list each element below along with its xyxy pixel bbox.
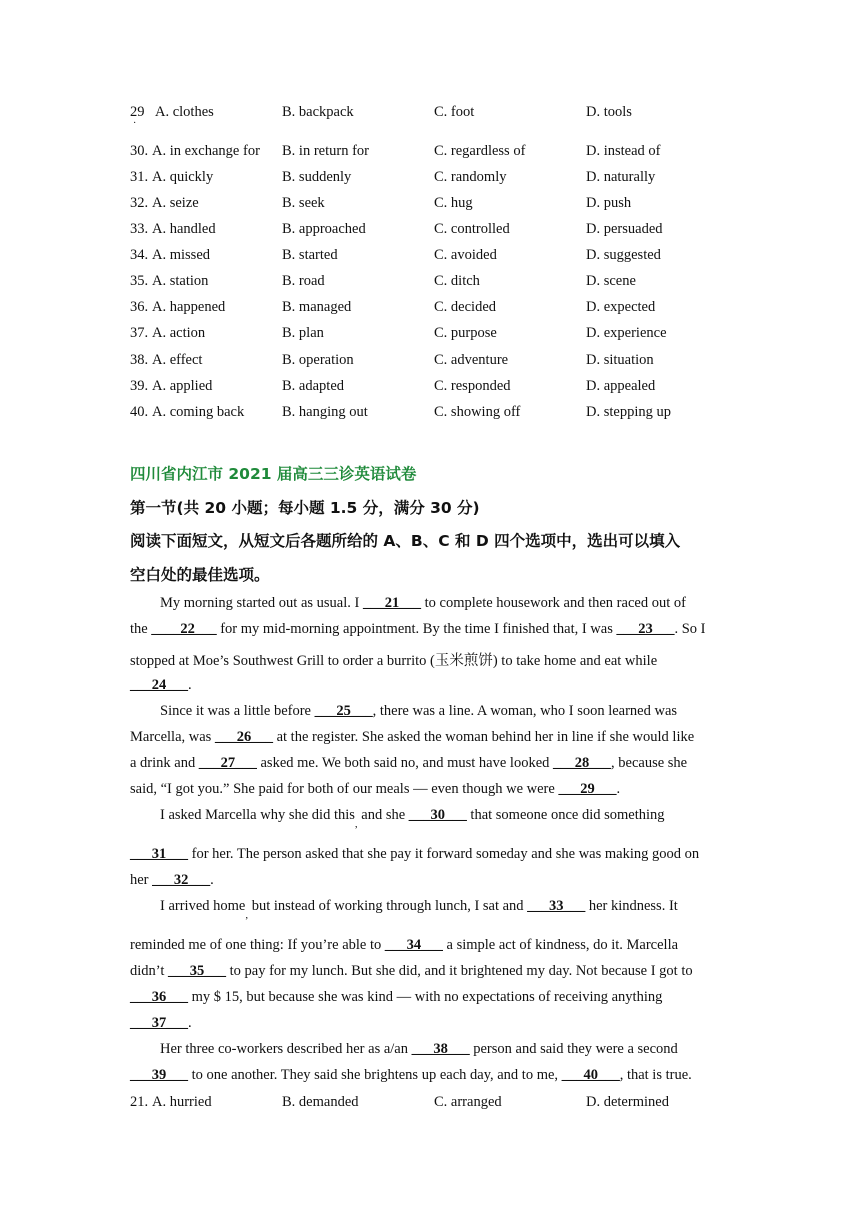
question-number: 39. [130, 378, 149, 394]
option-c: C. adventure [434, 352, 509, 368]
option-d: D. suggested [586, 247, 661, 263]
option-row-38 [130, 352, 750, 374]
option-a: A. seize [152, 195, 199, 211]
blank-29: ___29___ [558, 781, 617, 797]
passage-text: a drink and [130, 755, 199, 771]
blank-21: ___21___ [362, 595, 421, 611]
passage-text: stopped at Moe’s Southwest Grill to order a burrito (玉米煎饼) to take home and eat while [130, 653, 658, 669]
passage-text: to complete housework and then raced out of [420, 595, 686, 611]
passage-line [130, 781, 620, 798]
blank-28: ___28___ [553, 755, 612, 771]
passage-text: My morning started out as usual. I [160, 595, 363, 611]
passage-text: her kindness. It [585, 898, 678, 914]
passage-text: . [188, 1015, 192, 1031]
blank-25: ___25___ [314, 703, 373, 719]
option-b: B. backpack [282, 104, 354, 120]
option-d: D. situation [586, 352, 654, 368]
option-c: C. foot [434, 104, 475, 120]
option-a: A. hurried [152, 1094, 212, 1110]
option-c: C. decided [434, 299, 497, 315]
option-row-33 [130, 221, 750, 243]
passage-text: . [188, 677, 192, 693]
passage-text: a simple act of kindness, do it. Marcella [442, 937, 679, 953]
passage-text: Her three co-workers described her as a/an [160, 1041, 412, 1057]
passage-line [130, 621, 706, 638]
option-a: A. station [152, 273, 209, 289]
option-b: B. plan [282, 325, 324, 341]
blank-39: ___39___ [130, 1067, 188, 1083]
option-b: B. started [282, 247, 338, 263]
blank-30: ___30___ [408, 807, 467, 823]
option-row-32 [130, 195, 750, 217]
option-a: A. happened [152, 299, 226, 315]
passage-text: , there was a line. A woman, who I soon learned was [372, 703, 678, 719]
option-a: A. quickly [152, 169, 214, 185]
passage-text: person and said they were a second [469, 1041, 678, 1057]
option-d: D. expected [586, 299, 656, 315]
option-row-21 [130, 1094, 750, 1116]
dot-mark: · [133, 118, 137, 129]
blank-23: ___23___ [616, 621, 675, 637]
blank-33: ___33___ [527, 898, 586, 914]
blank-37: ___37___ [130, 1015, 188, 1031]
question-number: 35. [130, 273, 149, 289]
option-d: D. push [586, 195, 632, 211]
question-number: 30. [130, 143, 149, 159]
passage-line [160, 703, 677, 720]
option-d: D. persuaded [586, 221, 663, 237]
passage-text: reminded me of one thing: If you’re able to [130, 937, 385, 953]
passage-line [160, 1041, 678, 1058]
blank-32: ___32___ [152, 872, 211, 888]
passage-text: . So I [674, 621, 706, 637]
question-number: 40. [130, 404, 149, 420]
option-d: D. instead of [586, 143, 661, 159]
option-b: B. managed [282, 299, 352, 315]
option-b: B. suddenly [282, 169, 352, 185]
option-c: C. hug [434, 195, 473, 211]
option-d: D. determined [586, 1094, 669, 1110]
blank-40: ___40___ [561, 1067, 620, 1083]
option-b: B. adapted [282, 378, 345, 394]
option-c: C. arranged [434, 1094, 502, 1110]
passage-text: at the register. She asked the woman behind her in line if she would like [272, 729, 695, 745]
option-b: B. seek [282, 195, 325, 211]
option-c: C. ditch [434, 273, 480, 289]
exam-title: 四川省内江市 2021 届高三三诊英语试卷 [130, 465, 417, 483]
passage-line [160, 595, 686, 612]
option-c: C. showing off [434, 404, 521, 420]
blank-31: ___31___ [130, 846, 188, 862]
option-c: C. controlled [434, 221, 510, 237]
passage-text: I arrived home [160, 898, 246, 914]
option-row-37 [130, 325, 750, 347]
question-number: 29 [130, 104, 145, 120]
option-c: C. purpose [434, 325, 497, 341]
option-d: D. scene [586, 273, 636, 289]
passage-line [130, 937, 678, 954]
option-d: D. appealed [586, 378, 656, 394]
passage-line [160, 898, 678, 921]
blank-26: ___26___ [214, 729, 273, 745]
passage-text: , because she [611, 755, 688, 771]
option-row-34 [130, 247, 750, 269]
option-d: D. tools [586, 104, 632, 120]
passage-text: to one another. They said she brightens up each day, and to me, [188, 1067, 562, 1083]
question-number: 37. [130, 325, 149, 341]
option-b: B. in return for [282, 143, 369, 159]
option-a: A. missed [152, 247, 210, 263]
passage-text: , that is true. [619, 1067, 692, 1083]
passage-text: Since it was a little before [160, 703, 315, 719]
passage-line [130, 872, 214, 889]
option-a: A. clothes [155, 104, 214, 120]
blank-24: ___24___ [130, 677, 188, 693]
option-a: A. in exchange for [152, 143, 260, 159]
passage-text: for my mid-morning appointment. By the time I finished that, I was [216, 621, 617, 637]
blank-36: ___36___ [130, 989, 188, 1005]
option-d: D. stepping up [586, 404, 671, 420]
question-number: 31. [130, 169, 149, 185]
passage-line [130, 1067, 692, 1084]
passage-text: said, “I got you.” She paid for both of our meals — even though we were [130, 781, 559, 797]
passage-line [130, 989, 662, 1006]
passage-text: her [130, 872, 153, 888]
instruction-line-1: 阅读下面短文，从短文后各题所给的 A、B、C 和 D 四个选项中，选出可以填入 [130, 532, 681, 550]
option-c: C. randomly [434, 169, 507, 185]
passage-text: that someone once did something [466, 807, 665, 823]
passage-text: asked me. We both said no, and must have looked [256, 755, 554, 771]
option-c: C. avoided [434, 247, 497, 263]
option-row-40 [130, 404, 750, 426]
question-number: 34. [130, 247, 149, 263]
option-row-35 [130, 273, 750, 295]
option-row-29 [130, 104, 750, 129]
blank-27: ___27___ [198, 755, 257, 771]
option-d: D. experience [586, 325, 667, 341]
option-b: B. operation [282, 352, 354, 368]
passage-text: my $ 15, but because she was kind — with no expectations of receiving anything [188, 989, 663, 1005]
passage-line [130, 649, 657, 670]
question-number: 33. [130, 221, 149, 237]
passage-line [130, 677, 192, 694]
blank-35: ___35___ [168, 963, 226, 979]
passage-line [130, 1015, 192, 1032]
question-number: 32. [130, 195, 149, 211]
question-number: 38. [130, 352, 149, 368]
passage-text: I asked Marcella why she did this [160, 807, 355, 823]
passage-text: for her. The person asked that she pay it forward someday and she was making good on [188, 846, 700, 862]
option-b: B. demanded [282, 1094, 359, 1110]
option-row-39 [130, 378, 750, 400]
passage-line [130, 755, 687, 772]
option-row-36 [130, 299, 750, 321]
option-b: B. approached [282, 221, 366, 237]
option-row-31 [130, 169, 750, 191]
option-c: C. responded [434, 378, 511, 394]
passage-text: Marcella, was [130, 729, 215, 745]
option-b: B. hanging out [282, 404, 368, 420]
passage-text: the [130, 621, 152, 637]
passage-text: . [210, 872, 214, 888]
blank-38: ___38___ [411, 1041, 470, 1057]
passage-text: but instead of working through lunch, I sat and [248, 898, 528, 914]
passage-text: . [616, 781, 621, 797]
blank-34: ___34___ [384, 937, 443, 953]
option-b: B. road [282, 273, 325, 289]
passage-line [160, 807, 665, 830]
instruction-line-2: 空白处的最佳选项。 [130, 566, 270, 584]
blank-22: ____22___ [151, 621, 217, 637]
passage-text: and she [357, 807, 409, 823]
option-a: A. applied [152, 378, 213, 394]
option-a: A. coming back [152, 404, 245, 420]
passage-text: didn’t [130, 963, 168, 979]
question-number: 21. [130, 1094, 149, 1110]
passage-line [130, 963, 693, 980]
passage-text: to pay for my lunch. But she did, and it brightened my day. Not because I got to [226, 963, 693, 979]
passage-line [130, 729, 694, 746]
option-a: A. handled [152, 221, 216, 237]
option-row-30 [130, 143, 750, 165]
comma-mark: , [245, 909, 249, 921]
section-heading: 第一节(共 20 小题；每小题 1.5 分，满分 30 分) [130, 499, 480, 517]
passage-line [130, 846, 699, 863]
option-d: D. naturally [586, 169, 656, 185]
question-number: 36. [130, 299, 149, 315]
option-a: A. effect [152, 352, 203, 368]
comma-mark: , [354, 818, 358, 830]
option-a: A. action [152, 325, 206, 341]
option-c: C. regardless of [434, 143, 526, 159]
